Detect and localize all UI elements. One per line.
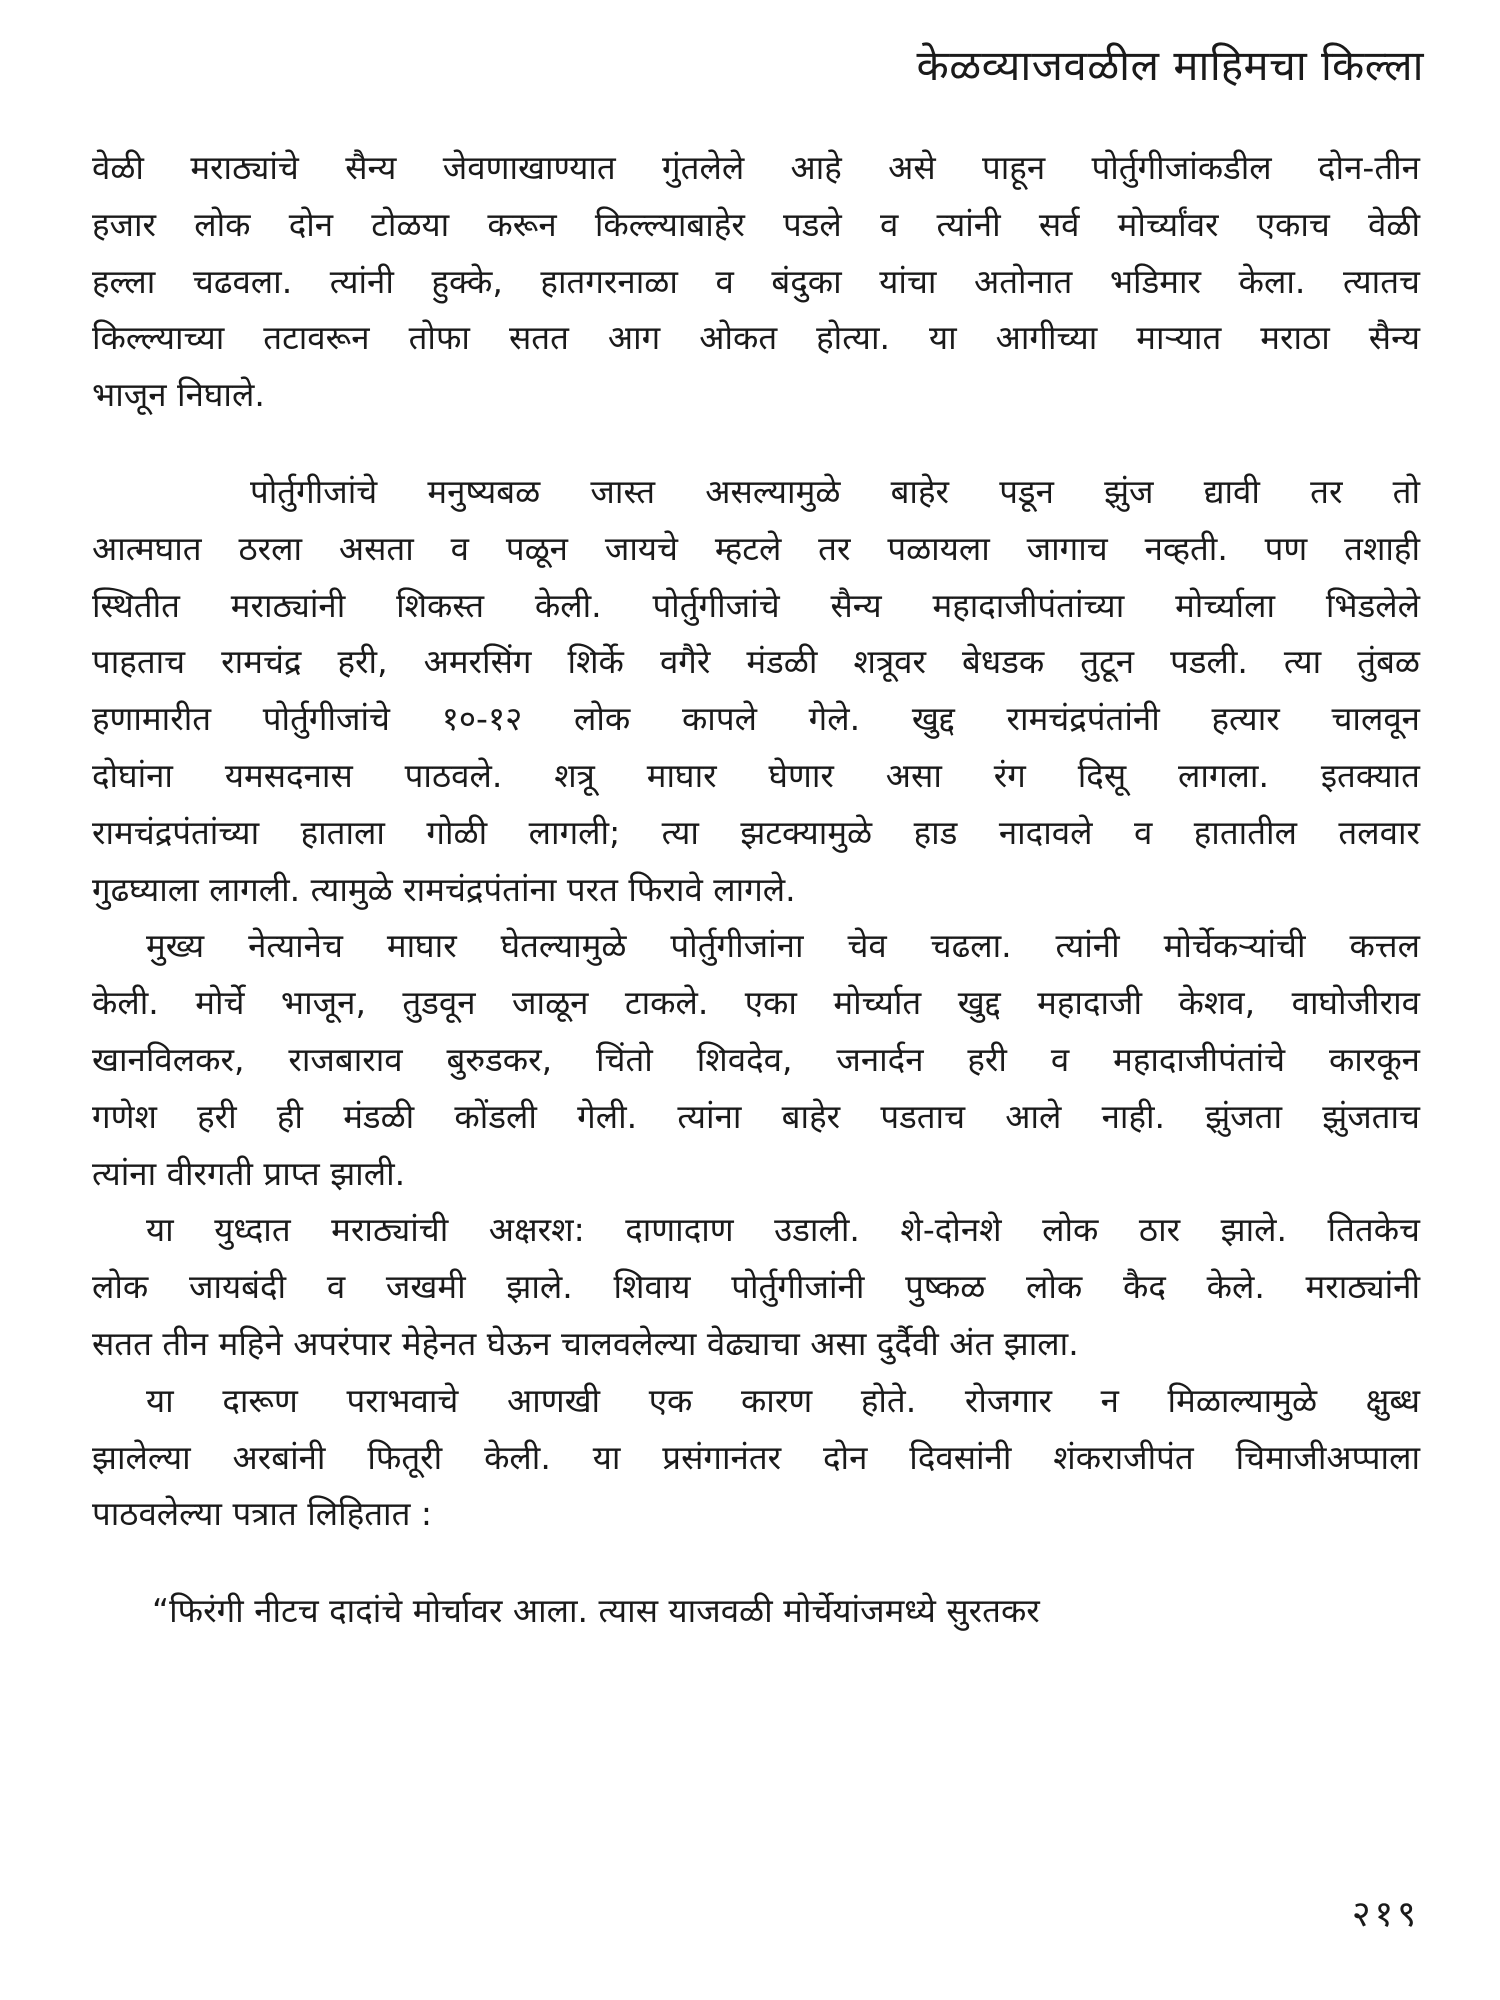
- text-line: हणामारीत पोर्तुगीजांचे १०-१२ लोक कापले गेले. खुद्द रामचंद्रपंतांनी हत्यार चालवून: [92, 699, 1420, 739]
- paragraph: [92, 464, 1420, 918]
- text-line: रामचंद्रपंतांच्या हाताला गोळी लागली; त्या झटक्यामुळे हाड नादावले व हातातील तलवार: [92, 812, 1420, 852]
- text-line: वेळी मराठ्यांचे सैन्य जेवणाखाण्यात गुंतलेले आहे असे पाहून पोर्तुगीजांकडील दोन-तीन: [92, 148, 1420, 187]
- paragraph: [92, 918, 1420, 1202]
- text-line: सतत तीन महिने अपरंपार मेहेनत घेऊन चालवलेल्या वेढ्याचा असा दुर्दैवी अंत झाला.: [92, 1323, 1079, 1363]
- running-header-title: केळव्याजवळील माहिमचा किल्ला: [916, 41, 1424, 90]
- text-line: किल्ल्याच्या तटावरून तोफा सतत आग ओकत होत्या. या आगीच्या माऱ्यात मराठा सैन्य: [92, 318, 1420, 358]
- quote-line: “फिरंगी नीटच दादांचे मोर्चावर आला. त्यास याजवळी मोर्चेयांजमध्ये सुरतकर: [152, 1591, 1040, 1631]
- text-line: आत्मघात ठरला असता व पळून जायचे म्हटले तर पळायला जागाच नव्हती. पण तशाही: [92, 528, 1420, 568]
- text-line: पाठवलेल्या पत्रात लिहितात :: [92, 1494, 433, 1534]
- text-line: झालेल्या अरबांनी फितूरी केली. या प्रसंगानंतर दोन दिवसांनी शंकराजीपंत चिमाजीअप्पाला: [92, 1437, 1420, 1477]
- text-line: लोक जायबंदी व जखमी झाले. शिवाय पोर्तुगीजांनी पुष्कळ लोक कैद केले. मराठ्यांनी: [92, 1267, 1420, 1307]
- text-line: गणेश हरी ही मंडळी कोंडली गेली. त्यांना बाहेर पडताच आले नाही. झुंजता झुंजताच: [92, 1096, 1420, 1136]
- paragraph-gap: [92, 424, 1420, 464]
- paragraph: [92, 1202, 1420, 1372]
- text-line: दोघांना यमसदनास पाठवले. शत्रू माघार घेणार असा रंग दिसू लागला. इतक्यात: [92, 755, 1420, 795]
- paragraph: [92, 140, 1420, 424]
- paragraph: [92, 1373, 1420, 1543]
- paragraph-gap: [92, 1543, 1420, 1583]
- text-line: मुख्य नेत्यानेच माघार घेतल्यामुळे पोर्तुगीजांना चेव चढला. त्यांनी मोर्चेकऱ्यांची कत्तल: [146, 926, 1420, 966]
- text-line: या युध्दात मराठ्यांची अक्षरश: दाणादाण उडाली. शे-दोनशे लोक ठार झाले. तितकेच: [146, 1210, 1420, 1250]
- quotation: [92, 1583, 1420, 1640]
- text-line: खानविलकर, राजबाराव बुरुडकर, चिंतो शिवदेव, जनार्दन हरी व महादाजीपंतांचे कारकून: [92, 1039, 1420, 1079]
- text-line: भाजून निघाले.: [92, 375, 265, 415]
- text-line: हल्ला चढवला. त्यांनी हुक्के, हातगरनाळा व बंदुका यांचा अतोनात भडिमार केला. त्यातच: [92, 261, 1420, 301]
- text-line: पोर्तुगीजांचे मनुष्यबळ जास्त असल्यामुळे बाहेर पडून झुंज द्यावी तर तो: [250, 471, 1420, 511]
- text-line: गुढघ्याला लागली. त्यामुळे रामचंद्रपंतांना परत फिरावे लागले.: [92, 869, 796, 909]
- text-line: केली. मोर्चे भाजून, तुडवून जाळून टाकले. एका मोर्च्यात खुद्द महादाजी केशव, वाघोजीराव: [92, 983, 1420, 1023]
- text-line: या दारूण पराभवाचे आणखी एक कारण होते. रोजगार न मिळाल्यामुळे क्षुब्ध: [146, 1380, 1420, 1420]
- body-text: [92, 140, 1420, 1640]
- text-line: पाहताच रामचंद्र हरी, अमरसिंग शिर्के वगैरे मंडळी शत्रूवर बेधडक तुटून पडली. त्या तुंबळ: [92, 642, 1420, 682]
- text-line: स्थितीत मराठ्यांनी शिकस्त केली. पोर्तुगीजांचे सैन्य महादाजीपंतांच्या मोर्च्याला भिडलेले: [92, 585, 1420, 625]
- text-line: हजार लोक दोन टोळया करून किल्ल्याबाहेर पडले व त्यांनी सर्व मोर्च्यांवर एकाच वेळी: [92, 204, 1420, 244]
- page-number: २१९: [1351, 1894, 1420, 1935]
- text-line: त्यांना वीरगती प्राप्त झाली.: [92, 1153, 406, 1193]
